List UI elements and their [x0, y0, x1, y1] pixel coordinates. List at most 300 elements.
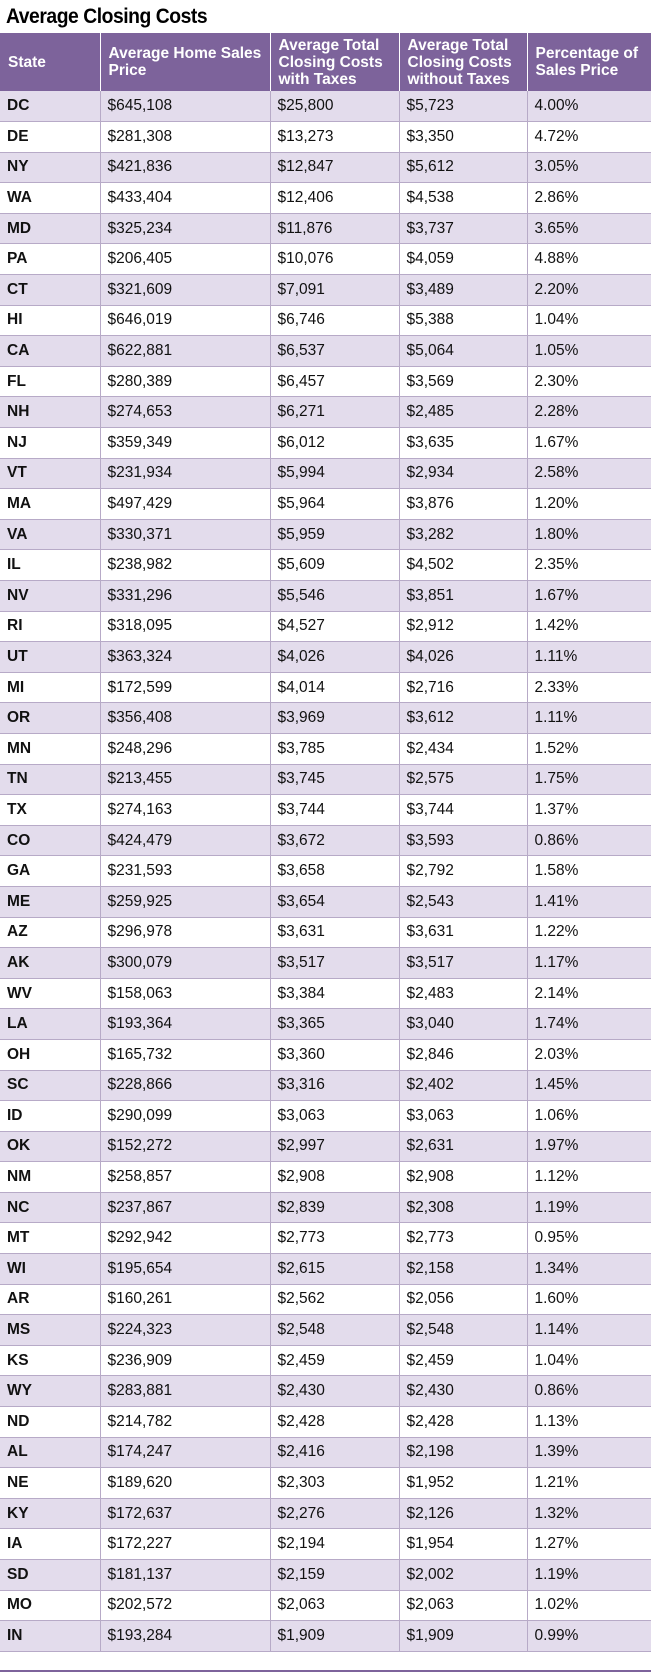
state-cell: VA	[0, 519, 100, 550]
home-sales-price-cell: $237,867	[100, 1192, 270, 1223]
percentage-cell: 1.80%	[527, 519, 651, 550]
percentage-cell: 2.35%	[527, 550, 651, 581]
home-sales-price-cell: $189,620	[100, 1468, 270, 1499]
percentage-cell: 1.04%	[527, 305, 651, 336]
percentage-cell: 1.19%	[527, 1192, 651, 1223]
table-row	[0, 611, 651, 642]
state-cell: NV	[0, 581, 100, 612]
closing-costs-without-taxes-cell: $3,517	[399, 948, 527, 979]
closing-costs-with-taxes-cell: $2,063	[270, 1590, 399, 1621]
table-row	[0, 1223, 651, 1254]
closing-costs-with-taxes-cell: $2,303	[270, 1468, 399, 1499]
closing-costs-without-taxes-cell: $2,002	[399, 1560, 527, 1591]
table-row	[0, 795, 651, 826]
state-cell: SC	[0, 1070, 100, 1101]
header-avg-home-sales-price: Average Home Sales Price	[100, 33, 270, 91]
state-cell: HI	[0, 305, 100, 336]
percentage-cell: 2.86%	[527, 183, 651, 214]
home-sales-price-cell: $421,836	[100, 152, 270, 183]
closing-costs-with-taxes-cell: $3,785	[270, 733, 399, 764]
state-cell: MO	[0, 1590, 100, 1621]
home-sales-price-cell: $258,857	[100, 1162, 270, 1193]
table-row	[0, 1529, 651, 1560]
percentage-cell: 1.32%	[527, 1498, 651, 1529]
home-sales-price-cell: $363,324	[100, 642, 270, 673]
closing-costs-without-taxes-cell: $5,064	[399, 336, 527, 367]
percentage-cell: 1.13%	[527, 1407, 651, 1438]
table-row	[0, 122, 651, 153]
closing-costs-without-taxes-cell: $2,459	[399, 1345, 527, 1376]
percentage-cell: 1.37%	[527, 795, 651, 826]
closing-costs-without-taxes-cell: $4,059	[399, 244, 527, 275]
percentage-cell: 0.95%	[527, 1223, 651, 1254]
table-row	[0, 213, 651, 244]
closing-costs-without-taxes-cell: $3,350	[399, 122, 527, 153]
home-sales-price-cell: $202,572	[100, 1590, 270, 1621]
closing-costs-without-taxes-cell: $1,909	[399, 1621, 527, 1652]
table-row	[0, 397, 651, 428]
closing-costs-without-taxes-cell: $3,876	[399, 489, 527, 520]
closing-costs-without-taxes-cell: $2,575	[399, 764, 527, 795]
state-cell: CT	[0, 275, 100, 306]
closing-costs-with-taxes-cell: $5,964	[270, 489, 399, 520]
home-sales-price-cell: $281,308	[100, 122, 270, 153]
closing-costs-with-taxes-cell: $5,959	[270, 519, 399, 550]
percentage-cell: 2.58%	[527, 458, 651, 489]
state-cell: AK	[0, 948, 100, 979]
state-cell: NY	[0, 152, 100, 183]
closing-costs-without-taxes-cell: $2,056	[399, 1284, 527, 1315]
header-state: State	[0, 33, 100, 91]
state-cell: MA	[0, 489, 100, 520]
closing-costs-with-taxes-cell: $3,316	[270, 1070, 399, 1101]
percentage-cell: 4.72%	[527, 122, 651, 153]
closing-costs-with-taxes-cell: $2,430	[270, 1376, 399, 1407]
percentage-cell: 1.67%	[527, 581, 651, 612]
closing-costs-with-taxes-cell: $2,839	[270, 1192, 399, 1223]
closing-costs-with-taxes-cell: $6,457	[270, 366, 399, 397]
closing-costs-without-taxes-cell: $4,026	[399, 642, 527, 673]
table-row	[0, 948, 651, 979]
table-row	[0, 1498, 651, 1529]
percentage-cell: 2.20%	[527, 275, 651, 306]
percentage-cell: 2.28%	[527, 397, 651, 428]
closing-costs-with-taxes-cell: $12,847	[270, 152, 399, 183]
state-cell: TN	[0, 764, 100, 795]
closing-costs-without-taxes-cell: $2,430	[399, 1376, 527, 1407]
closing-costs-with-taxes-cell: $3,745	[270, 764, 399, 795]
home-sales-price-cell: $231,934	[100, 458, 270, 489]
closing-costs-with-taxes-cell: $3,631	[270, 917, 399, 948]
table-row	[0, 1192, 651, 1223]
table-row	[0, 1376, 651, 1407]
state-cell: DE	[0, 122, 100, 153]
percentage-cell: 1.12%	[527, 1162, 651, 1193]
percentage-cell: 1.11%	[527, 642, 651, 673]
percentage-cell: 0.99%	[527, 1621, 651, 1652]
closing-costs-with-taxes-cell: $11,876	[270, 213, 399, 244]
percentage-cell: 1.67%	[527, 428, 651, 459]
state-cell: KS	[0, 1345, 100, 1376]
percentage-cell: 1.75%	[527, 764, 651, 795]
table-row	[0, 581, 651, 612]
home-sales-price-cell: $321,609	[100, 275, 270, 306]
table-row	[0, 1070, 651, 1101]
percentage-cell: 1.60%	[527, 1284, 651, 1315]
home-sales-price-cell: $283,881	[100, 1376, 270, 1407]
percentage-cell: 1.22%	[527, 917, 651, 948]
table-row	[0, 1621, 651, 1652]
table-row	[0, 672, 651, 703]
state-cell: IN	[0, 1621, 100, 1652]
header-closing-costs-without-taxes: Average Total Closing Costs without Taxes	[399, 33, 527, 91]
home-sales-price-cell: $359,349	[100, 428, 270, 459]
closing-costs-with-taxes-cell: $3,063	[270, 1101, 399, 1132]
percentage-cell: 1.34%	[527, 1254, 651, 1285]
home-sales-price-cell: $228,866	[100, 1070, 270, 1101]
closing-costs-without-taxes-cell: $5,723	[399, 91, 527, 122]
home-sales-price-cell: $318,095	[100, 611, 270, 642]
table-row	[0, 1131, 651, 1162]
closing-costs-without-taxes-cell: $2,126	[399, 1498, 527, 1529]
closing-costs-with-taxes-cell: $2,276	[270, 1498, 399, 1529]
state-cell: KY	[0, 1498, 100, 1529]
closing-costs-with-taxes-cell: $3,365	[270, 1009, 399, 1040]
table-row	[0, 1560, 651, 1591]
closing-costs-without-taxes-cell: $3,593	[399, 825, 527, 856]
percentage-cell: 1.27%	[527, 1529, 651, 1560]
state-cell: WI	[0, 1254, 100, 1285]
table-row	[0, 366, 651, 397]
state-cell: OR	[0, 703, 100, 734]
closing-costs-with-taxes-cell: $3,360	[270, 1039, 399, 1070]
closing-costs-without-taxes-cell: $2,846	[399, 1039, 527, 1070]
percentage-cell: 1.04%	[527, 1345, 651, 1376]
state-cell: ND	[0, 1407, 100, 1438]
table-row	[0, 1407, 651, 1438]
home-sales-price-cell: $274,163	[100, 795, 270, 826]
percentage-cell: 1.58%	[527, 856, 651, 887]
percentage-cell: 0.86%	[527, 825, 651, 856]
home-sales-price-cell: $497,429	[100, 489, 270, 520]
closing-costs-with-taxes-cell: $13,273	[270, 122, 399, 153]
percentage-cell: 1.97%	[527, 1131, 651, 1162]
home-sales-price-cell: $238,982	[100, 550, 270, 581]
closing-costs-with-taxes-cell: $2,194	[270, 1529, 399, 1560]
home-sales-price-cell: $172,637	[100, 1498, 270, 1529]
home-sales-price-cell: $158,063	[100, 978, 270, 1009]
closing-costs-with-taxes-cell: $2,548	[270, 1315, 399, 1346]
percentage-cell: 1.06%	[527, 1101, 651, 1132]
closing-costs-without-taxes-cell: $2,308	[399, 1192, 527, 1223]
closing-costs-without-taxes-cell: $3,737	[399, 213, 527, 244]
home-sales-price-cell: $296,978	[100, 917, 270, 948]
state-cell: ID	[0, 1101, 100, 1132]
percentage-cell: 1.74%	[527, 1009, 651, 1040]
percentage-cell: 1.52%	[527, 733, 651, 764]
home-sales-price-cell: $195,654	[100, 1254, 270, 1285]
table-row	[0, 244, 651, 275]
home-sales-price-cell: $172,227	[100, 1529, 270, 1560]
state-cell: CO	[0, 825, 100, 856]
home-sales-price-cell: $213,455	[100, 764, 270, 795]
closing-costs-without-taxes-cell: $2,934	[399, 458, 527, 489]
percentage-cell: 1.39%	[527, 1437, 651, 1468]
closing-costs-without-taxes-cell: $3,635	[399, 428, 527, 459]
home-sales-price-cell: $181,137	[100, 1560, 270, 1591]
table-row	[0, 336, 651, 367]
percentage-cell: 2.33%	[527, 672, 651, 703]
table-row	[0, 152, 651, 183]
table-row	[0, 1009, 651, 1040]
closing-costs-with-taxes-cell: $7,091	[270, 275, 399, 306]
state-cell: FL	[0, 366, 100, 397]
closing-costs-with-taxes-cell: $3,969	[270, 703, 399, 734]
home-sales-price-cell: $356,408	[100, 703, 270, 734]
table-row	[0, 856, 651, 887]
home-sales-price-cell: $646,019	[100, 305, 270, 336]
closing-costs-with-taxes-cell: $6,746	[270, 305, 399, 336]
table-row	[0, 1315, 651, 1346]
closing-costs-without-taxes-cell: $3,489	[399, 275, 527, 306]
percentage-cell: 2.30%	[527, 366, 651, 397]
home-sales-price-cell: $224,323	[100, 1315, 270, 1346]
closing-costs-without-taxes-cell: $1,952	[399, 1468, 527, 1499]
state-cell: PA	[0, 244, 100, 275]
home-sales-price-cell: $214,782	[100, 1407, 270, 1438]
table-row	[0, 519, 651, 550]
closing-costs-without-taxes-cell: $1,954	[399, 1529, 527, 1560]
percentage-cell: 1.42%	[527, 611, 651, 642]
closing-costs-with-taxes-cell: $4,527	[270, 611, 399, 642]
state-cell: WY	[0, 1376, 100, 1407]
closing-costs-with-taxes-cell: $4,014	[270, 672, 399, 703]
closing-costs-without-taxes-cell: $2,716	[399, 672, 527, 703]
home-sales-price-cell: $325,234	[100, 213, 270, 244]
state-cell: NJ	[0, 428, 100, 459]
percentage-cell: 1.17%	[527, 948, 651, 979]
header-closing-costs-with-taxes: Average Total Closing Costs with Taxes	[270, 33, 399, 91]
closing-costs-without-taxes-cell: $3,040	[399, 1009, 527, 1040]
closing-costs-with-taxes-cell: $10,076	[270, 244, 399, 275]
home-sales-price-cell: $152,272	[100, 1131, 270, 1162]
closing-costs-without-taxes-cell: $2,773	[399, 1223, 527, 1254]
closing-costs-without-taxes-cell: $3,612	[399, 703, 527, 734]
closing-costs-without-taxes-cell: $2,631	[399, 1131, 527, 1162]
state-cell: WA	[0, 183, 100, 214]
home-sales-price-cell: $174,247	[100, 1437, 270, 1468]
table-row	[0, 305, 651, 336]
table-row	[0, 886, 651, 917]
table-row	[0, 1345, 651, 1376]
home-sales-price-cell: $231,593	[100, 856, 270, 887]
state-cell: MS	[0, 1315, 100, 1346]
closing-costs-without-taxes-cell: $2,792	[399, 856, 527, 887]
closing-costs-without-taxes-cell: $5,388	[399, 305, 527, 336]
table-row	[0, 1468, 651, 1499]
percentage-cell: 1.11%	[527, 703, 651, 734]
table-row	[0, 1437, 651, 1468]
closing-costs-with-taxes-cell: $4,026	[270, 642, 399, 673]
home-sales-price-cell: $292,942	[100, 1223, 270, 1254]
state-cell: NM	[0, 1162, 100, 1193]
home-sales-price-cell: $236,909	[100, 1345, 270, 1376]
percentage-cell: 4.88%	[527, 244, 651, 275]
home-sales-price-cell: $300,079	[100, 948, 270, 979]
state-cell: DC	[0, 91, 100, 122]
closing-costs-without-taxes-cell: $3,744	[399, 795, 527, 826]
table-row	[0, 917, 651, 948]
state-cell: UT	[0, 642, 100, 673]
percentage-cell: 0.86%	[527, 1376, 651, 1407]
state-cell: AR	[0, 1284, 100, 1315]
table-row	[0, 1039, 651, 1070]
closing-costs-with-taxes-cell: $3,658	[270, 856, 399, 887]
table-row	[0, 550, 651, 581]
home-sales-price-cell: $290,099	[100, 1101, 270, 1132]
percentage-cell: 1.14%	[527, 1315, 651, 1346]
state-cell: NC	[0, 1192, 100, 1223]
table-row	[0, 703, 651, 734]
closing-costs-table	[0, 33, 651, 1652]
home-sales-price-cell: $160,261	[100, 1284, 270, 1315]
home-sales-price-cell: $259,925	[100, 886, 270, 917]
closing-costs-with-taxes-cell: $3,672	[270, 825, 399, 856]
table-title: Average Closing Costs	[6, 5, 208, 28]
state-cell: MT	[0, 1223, 100, 1254]
closing-costs-with-taxes-cell: $2,908	[270, 1162, 399, 1193]
closing-costs-without-taxes-cell: $2,198	[399, 1437, 527, 1468]
percentage-cell: 2.03%	[527, 1039, 651, 1070]
closing-costs-without-taxes-cell: $2,402	[399, 1070, 527, 1101]
state-cell: OK	[0, 1131, 100, 1162]
state-cell: MI	[0, 672, 100, 703]
home-sales-price-cell: $424,479	[100, 825, 270, 856]
home-sales-price-cell: $645,108	[100, 91, 270, 122]
closing-costs-with-taxes-cell: $3,744	[270, 795, 399, 826]
state-cell: NE	[0, 1468, 100, 1499]
table-row	[0, 825, 651, 856]
percentage-cell: 4.00%	[527, 91, 651, 122]
state-cell: LA	[0, 1009, 100, 1040]
closing-costs-with-taxes-cell: $6,012	[270, 428, 399, 459]
table-row	[0, 1284, 651, 1315]
closing-costs-without-taxes-cell: $2,543	[399, 886, 527, 917]
percentage-cell: 1.20%	[527, 489, 651, 520]
home-sales-price-cell: $248,296	[100, 733, 270, 764]
closing-costs-with-taxes-cell: $6,537	[270, 336, 399, 367]
closing-costs-without-taxes-cell: $3,063	[399, 1101, 527, 1132]
home-sales-price-cell: $206,405	[100, 244, 270, 275]
closing-costs-with-taxes-cell: $3,654	[270, 886, 399, 917]
closing-costs-without-taxes-cell: $2,434	[399, 733, 527, 764]
home-sales-price-cell: $193,364	[100, 1009, 270, 1040]
state-cell: MN	[0, 733, 100, 764]
home-sales-price-cell: $274,653	[100, 397, 270, 428]
closing-costs-without-taxes-cell: $2,908	[399, 1162, 527, 1193]
state-cell: MD	[0, 213, 100, 244]
table-row	[0, 91, 651, 122]
state-cell: VT	[0, 458, 100, 489]
state-cell: AZ	[0, 917, 100, 948]
table-row	[0, 428, 651, 459]
percentage-cell: 1.05%	[527, 336, 651, 367]
closing-costs-without-taxes-cell: $2,483	[399, 978, 527, 1009]
closing-costs-with-taxes-cell: $5,994	[270, 458, 399, 489]
closing-costs-with-taxes-cell: $2,997	[270, 1131, 399, 1162]
table-row	[0, 1101, 651, 1132]
table-row	[0, 733, 651, 764]
closing-costs-without-taxes-cell: $2,063	[399, 1590, 527, 1621]
header-row	[0, 33, 651, 91]
closing-costs-without-taxes-cell: $2,428	[399, 1407, 527, 1438]
home-sales-price-cell: $280,389	[100, 366, 270, 397]
percentage-cell: 1.21%	[527, 1468, 651, 1499]
closing-costs-with-taxes-cell: $6,271	[270, 397, 399, 428]
closing-costs-without-taxes-cell: $4,538	[399, 183, 527, 214]
closing-costs-with-taxes-cell: $2,159	[270, 1560, 399, 1591]
closing-costs-without-taxes-cell: $3,282	[399, 519, 527, 550]
percentage-cell: 3.65%	[527, 213, 651, 244]
header-percentage-of-sales-price: Percentage of Sales Price	[527, 33, 651, 91]
home-sales-price-cell: $172,599	[100, 672, 270, 703]
closing-costs-without-taxes-cell: $5,612	[399, 152, 527, 183]
table-body	[0, 91, 651, 1651]
percentage-cell: 2.14%	[527, 978, 651, 1009]
home-sales-price-cell: $193,284	[100, 1621, 270, 1652]
state-cell: CA	[0, 336, 100, 367]
closing-costs-without-taxes-cell: $2,485	[399, 397, 527, 428]
state-cell: IA	[0, 1529, 100, 1560]
table-row	[0, 978, 651, 1009]
percentage-cell: 1.41%	[527, 886, 651, 917]
table-row	[0, 1590, 651, 1621]
table-row	[0, 489, 651, 520]
closing-costs-without-taxes-cell: $3,631	[399, 917, 527, 948]
closing-costs-with-taxes-cell: $3,384	[270, 978, 399, 1009]
state-cell: TX	[0, 795, 100, 826]
state-cell: GA	[0, 856, 100, 887]
state-cell: ME	[0, 886, 100, 917]
table-row	[0, 1162, 651, 1193]
closing-costs-with-taxes-cell: $2,459	[270, 1345, 399, 1376]
closing-costs-with-taxes-cell: $12,406	[270, 183, 399, 214]
closing-costs-with-taxes-cell: $3,517	[270, 948, 399, 979]
closing-costs-with-taxes-cell: $2,428	[270, 1407, 399, 1438]
home-sales-price-cell: $433,404	[100, 183, 270, 214]
percentage-cell: 3.05%	[527, 152, 651, 183]
table-row	[0, 642, 651, 673]
home-sales-price-cell: $330,371	[100, 519, 270, 550]
state-cell: WV	[0, 978, 100, 1009]
state-cell: RI	[0, 611, 100, 642]
closing-costs-with-taxes-cell: $2,615	[270, 1254, 399, 1285]
closing-costs-without-taxes-cell: $3,569	[399, 366, 527, 397]
home-sales-price-cell: $331,296	[100, 581, 270, 612]
table-row	[0, 275, 651, 306]
state-cell: SD	[0, 1560, 100, 1591]
closing-costs-with-taxes-cell: $1,909	[270, 1621, 399, 1652]
state-cell: IL	[0, 550, 100, 581]
closing-costs-without-taxes-cell: $2,158	[399, 1254, 527, 1285]
closing-costs-without-taxes-cell: $2,912	[399, 611, 527, 642]
table-row	[0, 1254, 651, 1285]
state-cell: AL	[0, 1437, 100, 1468]
percentage-cell: 1.45%	[527, 1070, 651, 1101]
closing-costs-with-taxes-cell: $5,609	[270, 550, 399, 581]
table-row	[0, 764, 651, 795]
closing-costs-with-taxes-cell: $5,546	[270, 581, 399, 612]
